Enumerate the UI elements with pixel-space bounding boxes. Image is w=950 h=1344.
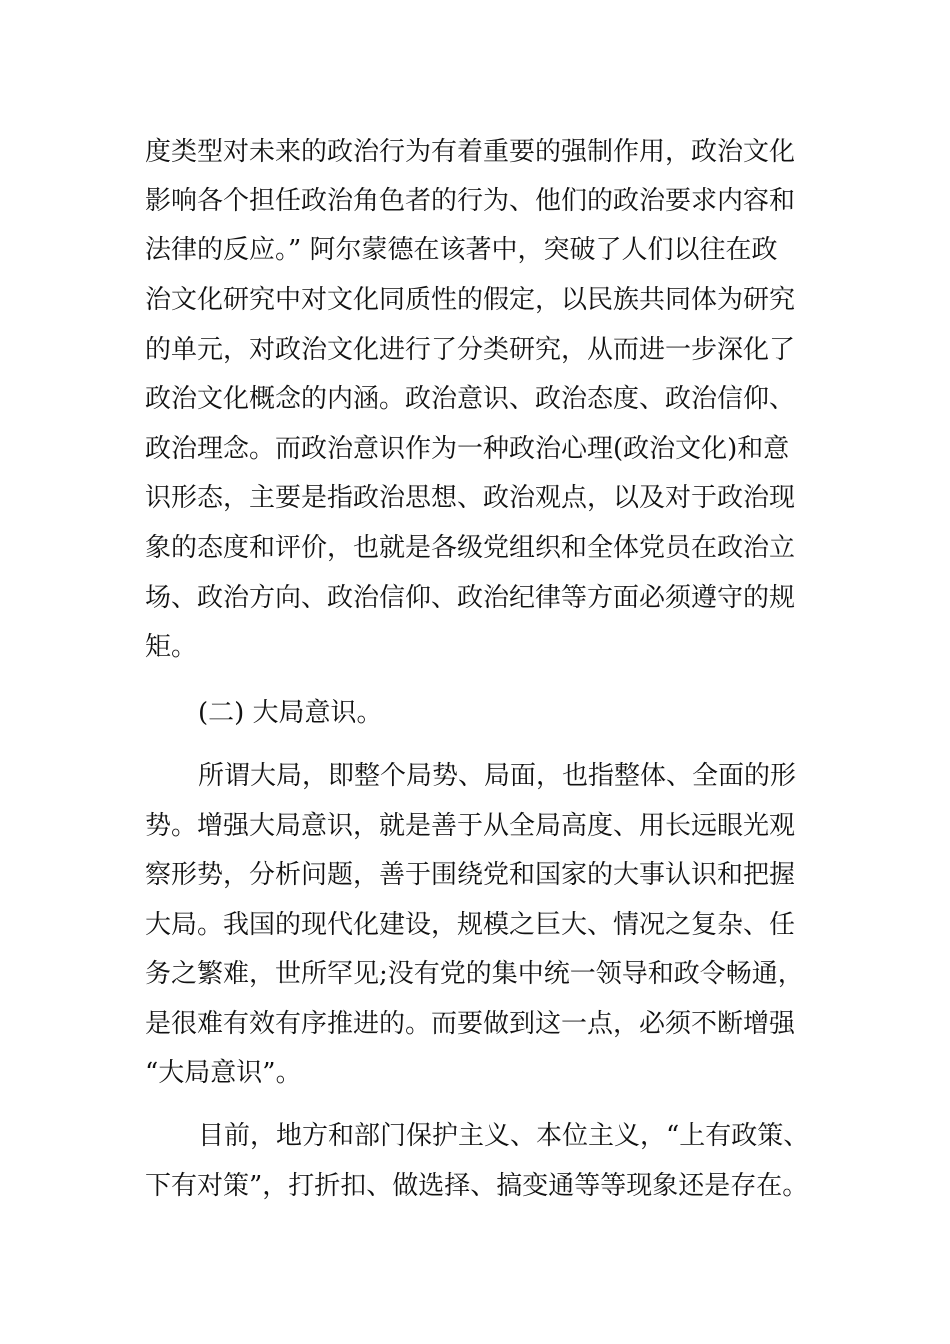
- paragraph-line: 治文化研究中对文化同质性的假定，以民族共同体为研究: [145, 285, 796, 315]
- paragraph-line: 影响各个担任政治角色者的行为、他们的政治要求内容和: [145, 186, 796, 216]
- paragraph-line: 察形势，分析问题，善于围绕党和国家的大事认识和把握: [145, 860, 796, 890]
- section-heading: (二) 大局意识。: [198, 698, 383, 728]
- paragraph-line: 矩。: [145, 632, 198, 662]
- paragraph-line: 象的态度和评价，也就是各级党组织和全体党员在政治立: [145, 533, 796, 563]
- paragraph-line: 度类型对未来的政治行为有着重要的强制作用，政治文化: [145, 137, 796, 167]
- paragraph-line: 政治理念。而政治意识作为一种政治心理(政治文化)和意: [145, 434, 790, 464]
- paragraph-line: 目前，地方和部门保护主义、本位主义，“上有政策、: [198, 1121, 810, 1151]
- paragraph-line: “大局意识”。: [145, 1058, 302, 1088]
- paragraph-line: 场、政治方向、政治信仰、政治纪律等方面必须遵守的规: [145, 583, 796, 613]
- paragraph-line: 势。增强大局意识，就是善于从全局高度、用长远眼光观: [145, 811, 796, 841]
- paragraph-line: 下有对策”，打折扣、做选择、搞变通等等现象还是存在。: [145, 1171, 809, 1201]
- paragraph-line: 政治文化概念的内涵。政治意识、政治态度、政治信仰、: [145, 384, 796, 414]
- paragraph-line: 是很难有效有序推进的。而要做到这一点，必须不断增强: [145, 1009, 796, 1039]
- paragraph-line: 的单元，对政治文化进行了分类研究，从而进一步深化了: [145, 335, 796, 365]
- paragraph-line: 大局。我国的现代化建设，规模之巨大、情况之复杂、任: [145, 910, 796, 940]
- paragraph-line: 法律的反应。” 阿尔蒙德在该著中，突破了人们以往在政: [145, 235, 778, 265]
- paragraph-line: 识形态，主要是指政治思想、政治观点，以及对于政治现: [145, 483, 796, 513]
- paragraph-line: 所谓大局，即整个局势、局面，也指整体、全面的形: [198, 761, 797, 791]
- paragraph-line: 务之繁难，世所罕见;没有党的集中统一领导和政令畅通，: [145, 959, 804, 989]
